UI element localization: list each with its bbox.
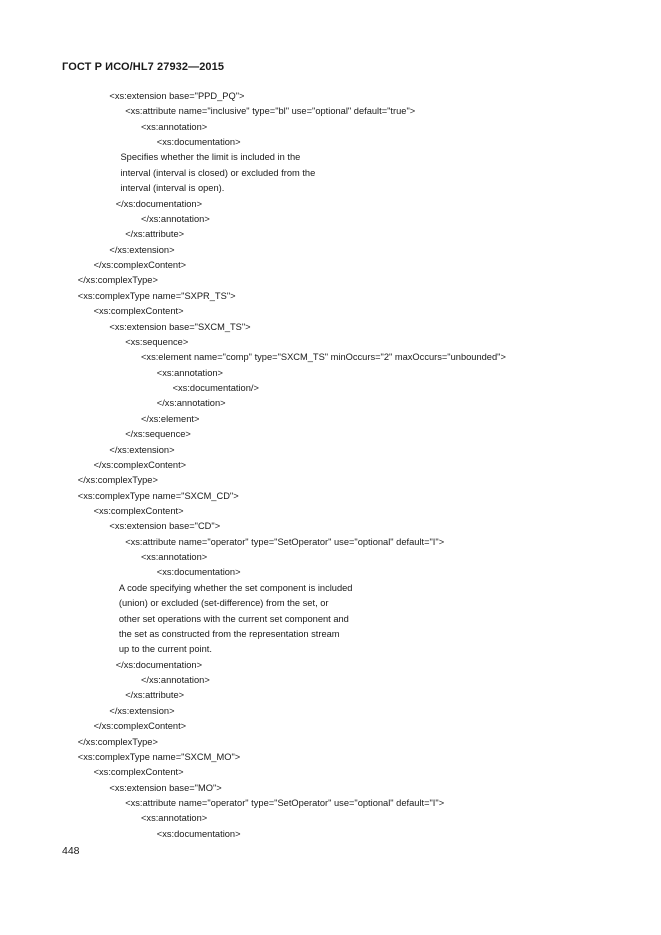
code-line: <xs:complexContent> — [93, 505, 184, 516]
code-line: <xs:element name="comp" type="SXCM_TS" minOccurs="2" maxOccurs="unbounded"> — [141, 352, 506, 363]
code-line: <xs:documentation> — [156, 567, 241, 578]
code-line: </xs:attribute> — [125, 690, 185, 701]
code-line: <xs:annotation> — [141, 552, 208, 563]
code-line: <xs:attribute name="operator" type="SetOperator" use="optional" default="I"> — [125, 798, 445, 809]
code-line: </xs:complexContent> — [93, 459, 187, 470]
code-line: <xs:complexContent> — [93, 306, 184, 317]
code-line: <xs:extension base="CD"> — [109, 521, 221, 532]
code-line: <xs:annotation> — [156, 367, 223, 378]
code-line: </xs:annotation> — [156, 398, 226, 409]
code-line: </xs:element> — [141, 413, 200, 424]
code-line: </xs:extension> — [109, 705, 175, 716]
code-line: <xs:annotation> — [141, 813, 208, 824]
code-line: up to the current point. — [118, 644, 212, 655]
code-line: <xs:complexContent> — [93, 767, 184, 778]
code-line: the set as constructed from the representation stream — [118, 628, 340, 639]
code-line: </xs:extension> — [109, 444, 175, 455]
code-line: <xs:complexType name="SXPR_TS"> — [77, 290, 236, 301]
code-line: </xs:sequence> — [125, 429, 191, 440]
page-header: ГОСТ Р ИСО/HL7 27932—2015 — [62, 61, 225, 73]
code-line: other set operations with the current set component and — [118, 613, 349, 624]
code-line: </xs:annotation> — [141, 213, 210, 224]
code-line: </xs:complexContent> — [93, 260, 187, 271]
code-line: </xs:complexContent> — [93, 721, 187, 732]
code-line: </xs:complexType> — [77, 736, 158, 747]
code-line: (union) or excluded (set-difference) from the set, or — [118, 598, 329, 609]
code-line: <xs:extension base="MO"> — [109, 782, 222, 793]
code-line: interval (interval is open). — [120, 183, 225, 194]
code-line: </xs:extension> — [109, 244, 175, 255]
code-line: <xs:attribute name="inclusive" type="bl" use="optional" default="true"> — [125, 106, 416, 117]
code-line: </xs:complexType> — [77, 475, 158, 486]
code-line: <xs:attribute name="operator" type="SetOperator" use="optional" default="I"> — [125, 536, 445, 547]
code-line: </xs:documentation> — [115, 659, 203, 670]
code-line: <xs:annotation> — [141, 121, 208, 132]
code-line: interval (interval is closed) or excluded from the — [120, 167, 316, 178]
code-line: <xs:documentation> — [156, 828, 241, 839]
page-number: 448 — [62, 845, 80, 857]
code-line: <xs:documentation> — [156, 137, 241, 148]
code-line: Specifies whether the limit is included in the — [120, 152, 301, 163]
code-line: <xs:complexType name="SXCM_MO"> — [77, 751, 241, 762]
code-line: A code specifying whether the set component is included — [118, 582, 353, 593]
code-line: <xs:complexType name="SXCM_CD"> — [77, 490, 239, 501]
code-line: <xs:sequence> — [125, 336, 189, 347]
code-line: </xs:attribute> — [125, 229, 185, 240]
code-line: <xs:documentation/> — [172, 383, 259, 394]
code-line: <xs:extension base="SXCM_TS"> — [109, 321, 251, 332]
code-line: </xs:complexType> — [77, 275, 158, 286]
code-line: </xs:documentation> — [115, 198, 203, 209]
code-line: <xs:extension base="PPD_PQ"> — [109, 91, 245, 101]
code-line: </xs:annotation> — [141, 675, 210, 686]
